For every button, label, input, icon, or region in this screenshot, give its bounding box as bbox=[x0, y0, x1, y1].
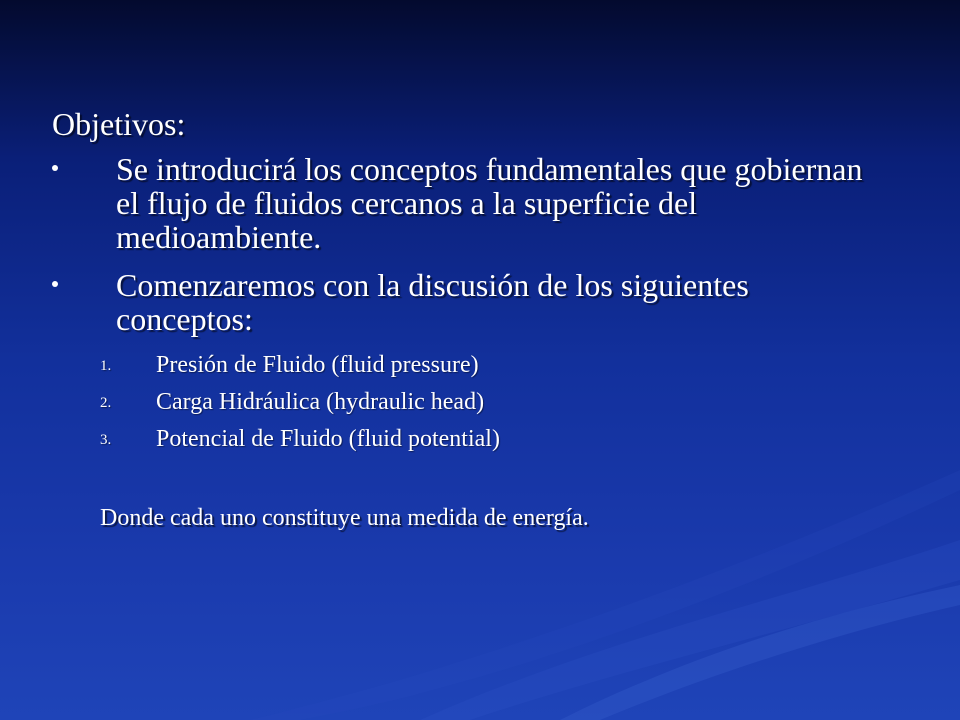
bullet-dot-icon bbox=[52, 165, 58, 171]
numbered-text: Presión de Fluido (fluid pressure) bbox=[156, 352, 479, 378]
bullet-text: Se introducirá los conceptos fundamentales que gobiernan el flujo de fluidos cercanos a la superficie del medioambiente. bbox=[116, 151, 863, 255]
numbered-item bbox=[100, 424, 500, 455]
numbered-item bbox=[100, 387, 484, 418]
numbered-text: Potencial de Fluido (fluid potential) bbox=[156, 426, 500, 452]
bullet-text: Comenzaremos con la discusión de los siguientes conceptos: bbox=[116, 267, 749, 337]
numbered-marker: 3. bbox=[100, 432, 112, 448]
bullet-dot-icon bbox=[52, 281, 58, 287]
numbered-item bbox=[100, 350, 479, 381]
bullet-item bbox=[52, 152, 882, 254]
bullet-item bbox=[52, 268, 882, 336]
closing-statement: Donde cada uno constituye una medida de energía. bbox=[100, 505, 589, 531]
slide-heading: Objetivos: bbox=[52, 106, 186, 142]
numbered-marker: 1. bbox=[100, 358, 112, 374]
numbered-marker: 2. bbox=[100, 395, 112, 411]
numbered-text: Carga Hidráulica (hydraulic head) bbox=[156, 389, 485, 415]
